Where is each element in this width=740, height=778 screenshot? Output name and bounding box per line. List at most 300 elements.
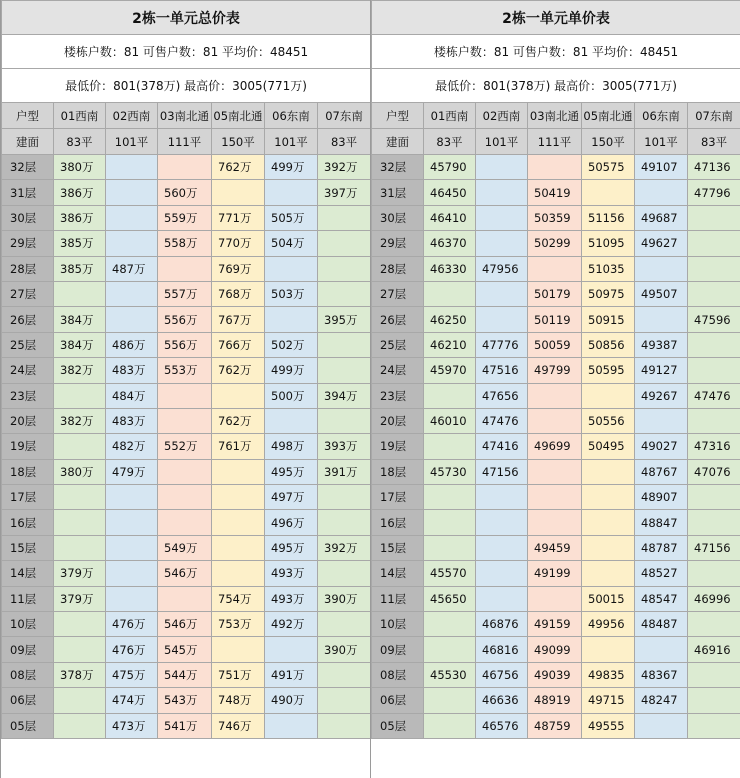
price-cell: 46410 bbox=[424, 205, 476, 230]
price-cell bbox=[688, 231, 740, 256]
price-cell: 770万 bbox=[212, 231, 265, 256]
floor-label: 09层 bbox=[372, 637, 424, 662]
price-cell bbox=[582, 485, 635, 510]
price-cell: 48367 bbox=[635, 662, 688, 687]
floor-label: 30层 bbox=[2, 205, 54, 230]
price-cell: 382万 bbox=[54, 408, 106, 433]
building-summary: 楼栋户数：81 可售户数：81 平均价：48451 bbox=[2, 35, 371, 69]
price-cell: 762万 bbox=[212, 155, 265, 180]
price-cell: 500万 bbox=[265, 383, 318, 408]
price-cell: 499万 bbox=[265, 155, 318, 180]
table-row bbox=[2, 383, 371, 408]
table-row bbox=[372, 281, 740, 306]
price-cell: 483万 bbox=[106, 408, 158, 433]
table-row bbox=[2, 358, 371, 383]
price-cell: 48247 bbox=[635, 688, 688, 713]
table-row bbox=[372, 307, 740, 332]
price-cell: 546万 bbox=[158, 561, 212, 586]
table-row bbox=[2, 256, 371, 281]
table-row bbox=[372, 358, 740, 383]
floor-label: 09层 bbox=[2, 637, 54, 662]
table-title: 2栋一单元总价表 bbox=[2, 1, 371, 35]
price-cell: 47416 bbox=[476, 434, 528, 459]
price-cell bbox=[265, 713, 318, 738]
price-cell bbox=[54, 510, 106, 535]
table-row bbox=[2, 205, 371, 230]
floor-label: 06层 bbox=[372, 688, 424, 713]
price-cell bbox=[318, 688, 371, 713]
price-cell: 47596 bbox=[688, 307, 740, 332]
price-cell bbox=[424, 535, 476, 560]
price-cell: 50359 bbox=[528, 205, 582, 230]
area-label: 建面 bbox=[2, 129, 54, 155]
price-cell: 50495 bbox=[582, 434, 635, 459]
price-cell bbox=[476, 205, 528, 230]
price-cell: 46996 bbox=[688, 586, 740, 611]
price-cell: 378万 bbox=[54, 662, 106, 687]
floor-label: 14层 bbox=[372, 561, 424, 586]
price-cell: 50179 bbox=[528, 281, 582, 306]
table-title: 2栋一单元单价表 bbox=[372, 1, 740, 35]
price-cell bbox=[158, 256, 212, 281]
column-header: 02西南 bbox=[106, 103, 158, 129]
area-header: 83平 bbox=[54, 129, 106, 155]
price-cell bbox=[318, 408, 371, 433]
price-cell: 385万 bbox=[54, 231, 106, 256]
area-header: 111平 bbox=[528, 129, 582, 155]
column-header: 01西南 bbox=[54, 103, 106, 129]
price-cell: 397万 bbox=[318, 180, 371, 205]
price-cell bbox=[318, 662, 371, 687]
table-row bbox=[2, 231, 371, 256]
table-row bbox=[372, 383, 740, 408]
price-cell: 49199 bbox=[528, 561, 582, 586]
table-row bbox=[372, 586, 740, 611]
price-cell: 47156 bbox=[688, 535, 740, 560]
price-cell bbox=[212, 485, 265, 510]
price-cell: 47316 bbox=[688, 434, 740, 459]
area-header: 150平 bbox=[212, 129, 265, 155]
price-cell: 47156 bbox=[476, 459, 528, 484]
price-cell: 386万 bbox=[54, 180, 106, 205]
price-cell bbox=[582, 510, 635, 535]
price-cell: 47656 bbox=[476, 383, 528, 408]
price-cell: 495万 bbox=[265, 535, 318, 560]
price-cell: 386万 bbox=[54, 205, 106, 230]
price-cell: 49267 bbox=[635, 383, 688, 408]
price-cell bbox=[635, 180, 688, 205]
column-header: 03南北通 bbox=[158, 103, 212, 129]
price-cell bbox=[688, 510, 740, 535]
table-row bbox=[372, 434, 740, 459]
price-cell: 549万 bbox=[158, 535, 212, 560]
floor-label: 16层 bbox=[2, 510, 54, 535]
price-cell: 47076 bbox=[688, 459, 740, 484]
table-row bbox=[372, 637, 740, 662]
price-cell: 769万 bbox=[212, 256, 265, 281]
price-cell bbox=[265, 408, 318, 433]
table-row bbox=[372, 662, 740, 687]
price-cell: 49956 bbox=[582, 612, 635, 637]
price-cell: 499万 bbox=[265, 358, 318, 383]
floor-label: 31层 bbox=[372, 180, 424, 205]
floor-label: 19层 bbox=[372, 434, 424, 459]
price-cell bbox=[265, 256, 318, 281]
price-cell: 394万 bbox=[318, 383, 371, 408]
price-cell bbox=[476, 231, 528, 256]
price-cell: 559万 bbox=[158, 205, 212, 230]
price-cell bbox=[688, 281, 740, 306]
price-cell: 49687 bbox=[635, 205, 688, 230]
price-cell bbox=[106, 510, 158, 535]
price-cell: 487万 bbox=[106, 256, 158, 281]
price-cell: 766万 bbox=[212, 332, 265, 357]
table-row bbox=[372, 459, 740, 484]
price-cell: 49699 bbox=[528, 434, 582, 459]
price-cell: 392万 bbox=[318, 535, 371, 560]
price-cell bbox=[688, 485, 740, 510]
price-cell: 497万 bbox=[265, 485, 318, 510]
price-cell bbox=[212, 383, 265, 408]
price-cell bbox=[635, 307, 688, 332]
price-cell bbox=[318, 612, 371, 637]
price-cell bbox=[106, 231, 158, 256]
price-cell bbox=[318, 205, 371, 230]
price-cell: 49127 bbox=[635, 358, 688, 383]
table-row bbox=[2, 281, 371, 306]
price-cell bbox=[582, 561, 635, 586]
floor-label: 14层 bbox=[2, 561, 54, 586]
price-cell: 393万 bbox=[318, 434, 371, 459]
table-row bbox=[2, 535, 371, 560]
floor-label: 24层 bbox=[372, 358, 424, 383]
price-cell bbox=[318, 281, 371, 306]
price-cell: 380万 bbox=[54, 155, 106, 180]
price-cell: 45730 bbox=[424, 459, 476, 484]
table-row bbox=[372, 713, 740, 738]
price-cell: 48787 bbox=[635, 535, 688, 560]
price-cell bbox=[106, 561, 158, 586]
floor-label: 15层 bbox=[372, 535, 424, 560]
floor-label: 20层 bbox=[372, 408, 424, 433]
floor-label: 18层 bbox=[372, 459, 424, 484]
price-cell bbox=[106, 485, 158, 510]
price-cell: 51156 bbox=[582, 205, 635, 230]
price-cell bbox=[582, 459, 635, 484]
price-cell bbox=[158, 485, 212, 510]
price-cell bbox=[528, 459, 582, 484]
price-cell bbox=[106, 281, 158, 306]
price-cell bbox=[54, 281, 106, 306]
price-cell: 495万 bbox=[265, 459, 318, 484]
price-cell: 47796 bbox=[688, 180, 740, 205]
price-cell: 493万 bbox=[265, 586, 318, 611]
price-cell: 475万 bbox=[106, 662, 158, 687]
price-cell bbox=[158, 510, 212, 535]
area-header: 101平 bbox=[265, 129, 318, 155]
price-cell bbox=[54, 713, 106, 738]
price-cell bbox=[106, 586, 158, 611]
price-cell bbox=[318, 358, 371, 383]
table-row bbox=[372, 205, 740, 230]
unit-type-header-row bbox=[2, 103, 371, 129]
floor-label: 16层 bbox=[372, 510, 424, 535]
price-cell: 49027 bbox=[635, 434, 688, 459]
price-cell bbox=[265, 637, 318, 662]
price-cell: 48487 bbox=[635, 612, 688, 637]
floor-label: 24层 bbox=[2, 358, 54, 383]
price-cell: 48527 bbox=[635, 561, 688, 586]
price-cell bbox=[54, 688, 106, 713]
price-cell bbox=[688, 256, 740, 281]
area-header-row bbox=[2, 129, 371, 155]
price-cell bbox=[424, 612, 476, 637]
price-cell: 48547 bbox=[635, 586, 688, 611]
area-header: 101平 bbox=[476, 129, 528, 155]
price-cell: 50299 bbox=[528, 231, 582, 256]
price-cell bbox=[476, 586, 528, 611]
price-cell: 503万 bbox=[265, 281, 318, 306]
column-header: 02西南 bbox=[476, 103, 528, 129]
price-cell: 51035 bbox=[582, 256, 635, 281]
price-cell: 498万 bbox=[265, 434, 318, 459]
floor-label: 25层 bbox=[372, 332, 424, 357]
table-row bbox=[2, 408, 371, 433]
table-row bbox=[2, 586, 371, 611]
floor-label: 19层 bbox=[2, 434, 54, 459]
table-row bbox=[372, 256, 740, 281]
price-cell: 45570 bbox=[424, 561, 476, 586]
price-cell: 762万 bbox=[212, 408, 265, 433]
floor-label: 18层 bbox=[2, 459, 54, 484]
price-cell bbox=[476, 510, 528, 535]
price-cell bbox=[424, 281, 476, 306]
price-cell: 47516 bbox=[476, 358, 528, 383]
unit-type-header-row bbox=[372, 103, 740, 129]
floor-label: 28层 bbox=[372, 256, 424, 281]
price-cell: 49159 bbox=[528, 612, 582, 637]
price-cell bbox=[528, 155, 582, 180]
price-cell: 544万 bbox=[158, 662, 212, 687]
price-cell: 49107 bbox=[635, 155, 688, 180]
price-cell: 49627 bbox=[635, 231, 688, 256]
price-cell: 49459 bbox=[528, 535, 582, 560]
unit-price-table bbox=[371, 0, 740, 739]
price-cell bbox=[476, 281, 528, 306]
price-cell: 553万 bbox=[158, 358, 212, 383]
price-cell: 50119 bbox=[528, 307, 582, 332]
floor-label: 32层 bbox=[372, 155, 424, 180]
price-cell: 49835 bbox=[582, 662, 635, 687]
table-row bbox=[2, 561, 371, 586]
price-cell: 751万 bbox=[212, 662, 265, 687]
area-header: 83平 bbox=[424, 129, 476, 155]
floor-label: 29层 bbox=[372, 231, 424, 256]
table-row bbox=[2, 510, 371, 535]
column-header: 01西南 bbox=[424, 103, 476, 129]
price-cell bbox=[424, 510, 476, 535]
price-cell: 47476 bbox=[476, 408, 528, 433]
floor-label: 15层 bbox=[2, 535, 54, 560]
table-row bbox=[2, 662, 371, 687]
table-row bbox=[2, 459, 371, 484]
price-cell: 556万 bbox=[158, 307, 212, 332]
price-cell: 748万 bbox=[212, 688, 265, 713]
price-cell: 49039 bbox=[528, 662, 582, 687]
price-cell: 49799 bbox=[528, 358, 582, 383]
price-cell: 49555 bbox=[582, 713, 635, 738]
price-cell: 391万 bbox=[318, 459, 371, 484]
table-row bbox=[2, 637, 371, 662]
price-cell bbox=[318, 485, 371, 510]
price-cell bbox=[54, 535, 106, 560]
price-cell: 49099 bbox=[528, 637, 582, 662]
price-cell bbox=[528, 485, 582, 510]
price-cell: 46210 bbox=[424, 332, 476, 357]
price-cell bbox=[635, 713, 688, 738]
price-cell bbox=[688, 408, 740, 433]
price-cell: 49507 bbox=[635, 281, 688, 306]
floor-label: 28层 bbox=[2, 256, 54, 281]
floor-label: 32层 bbox=[2, 155, 54, 180]
floor-label: 26层 bbox=[372, 307, 424, 332]
price-cell bbox=[688, 612, 740, 637]
price-cell bbox=[318, 713, 371, 738]
price-cell: 382万 bbox=[54, 358, 106, 383]
table-row bbox=[372, 535, 740, 560]
price-cell: 46916 bbox=[688, 637, 740, 662]
price-cell: 45970 bbox=[424, 358, 476, 383]
price-cell: 50059 bbox=[528, 332, 582, 357]
unit-type-label: 户型 bbox=[2, 103, 54, 129]
price-cell: 385万 bbox=[54, 256, 106, 281]
price-cell: 556万 bbox=[158, 332, 212, 357]
price-cell bbox=[318, 332, 371, 357]
price-cell bbox=[476, 180, 528, 205]
area-header: 111平 bbox=[158, 129, 212, 155]
price-cell bbox=[688, 332, 740, 357]
price-cell bbox=[528, 586, 582, 611]
table-row bbox=[372, 155, 740, 180]
column-header: 05南北通 bbox=[212, 103, 265, 129]
floor-label: 20层 bbox=[2, 408, 54, 433]
price-cell bbox=[106, 180, 158, 205]
unit-price-panel bbox=[370, 0, 740, 778]
price-cell: 48759 bbox=[528, 713, 582, 738]
price-cell bbox=[424, 713, 476, 738]
price-cell: 543万 bbox=[158, 688, 212, 713]
price-cell bbox=[635, 408, 688, 433]
price-cell bbox=[212, 510, 265, 535]
price-cell bbox=[528, 383, 582, 408]
price-cell: 482万 bbox=[106, 434, 158, 459]
area-header: 101平 bbox=[106, 129, 158, 155]
area-header-row bbox=[372, 129, 740, 155]
price-cell: 46010 bbox=[424, 408, 476, 433]
price-cell: 390万 bbox=[318, 586, 371, 611]
price-cell: 50856 bbox=[582, 332, 635, 357]
price-cell bbox=[54, 612, 106, 637]
price-cell: 479万 bbox=[106, 459, 158, 484]
price-cell bbox=[158, 383, 212, 408]
price-cell bbox=[318, 231, 371, 256]
price-cell: 560万 bbox=[158, 180, 212, 205]
price-cell: 771万 bbox=[212, 205, 265, 230]
floor-label: 17层 bbox=[2, 485, 54, 510]
price-cell bbox=[158, 459, 212, 484]
price-cell bbox=[212, 561, 265, 586]
floor-label: 27层 bbox=[2, 281, 54, 306]
price-cell bbox=[476, 307, 528, 332]
price-cell: 762万 bbox=[212, 358, 265, 383]
column-header: 06东南 bbox=[635, 103, 688, 129]
price-cell bbox=[318, 510, 371, 535]
price-cell: 390万 bbox=[318, 637, 371, 662]
price-cell: 392万 bbox=[318, 155, 371, 180]
price-range: 最低价：801(378万) 最高价：3005(771万) bbox=[372, 69, 740, 103]
price-cell bbox=[476, 155, 528, 180]
price-cell: 46330 bbox=[424, 256, 476, 281]
price-cell: 484万 bbox=[106, 383, 158, 408]
price-cell bbox=[54, 383, 106, 408]
column-header: 05南北通 bbox=[582, 103, 635, 129]
price-cell bbox=[688, 713, 740, 738]
price-cell: 476万 bbox=[106, 612, 158, 637]
price-cell bbox=[688, 205, 740, 230]
price-cell: 384万 bbox=[54, 307, 106, 332]
floor-label: 26层 bbox=[2, 307, 54, 332]
price-cell bbox=[582, 383, 635, 408]
table-row bbox=[372, 408, 740, 433]
price-cell bbox=[424, 485, 476, 510]
floor-label: 10层 bbox=[372, 612, 424, 637]
price-cell bbox=[688, 358, 740, 383]
price-cell: 483万 bbox=[106, 358, 158, 383]
price-cell: 552万 bbox=[158, 434, 212, 459]
price-cell: 384万 bbox=[54, 332, 106, 357]
floor-label: 08层 bbox=[372, 662, 424, 687]
price-cell bbox=[158, 586, 212, 611]
price-cell bbox=[54, 434, 106, 459]
table-row bbox=[372, 332, 740, 357]
price-cell: 492万 bbox=[265, 612, 318, 637]
price-cell bbox=[476, 561, 528, 586]
price-cell: 767万 bbox=[212, 307, 265, 332]
price-cell bbox=[158, 155, 212, 180]
price-cell bbox=[688, 662, 740, 687]
price-cell: 546万 bbox=[158, 612, 212, 637]
price-cell: 473万 bbox=[106, 713, 158, 738]
floor-label: 06层 bbox=[2, 688, 54, 713]
area-header: 83平 bbox=[318, 129, 371, 155]
price-cell: 50975 bbox=[582, 281, 635, 306]
price-cell bbox=[106, 205, 158, 230]
table-row bbox=[372, 510, 740, 535]
floor-label: 08层 bbox=[2, 662, 54, 687]
price-cell bbox=[54, 637, 106, 662]
price-cell: 545万 bbox=[158, 637, 212, 662]
price-cell bbox=[212, 459, 265, 484]
price-cell: 380万 bbox=[54, 459, 106, 484]
price-cell bbox=[106, 307, 158, 332]
table-row bbox=[372, 688, 740, 713]
price-cell: 47776 bbox=[476, 332, 528, 357]
price-cell: 493万 bbox=[265, 561, 318, 586]
floor-label: 27层 bbox=[372, 281, 424, 306]
table-row bbox=[372, 561, 740, 586]
table-row bbox=[372, 485, 740, 510]
price-cell bbox=[54, 485, 106, 510]
